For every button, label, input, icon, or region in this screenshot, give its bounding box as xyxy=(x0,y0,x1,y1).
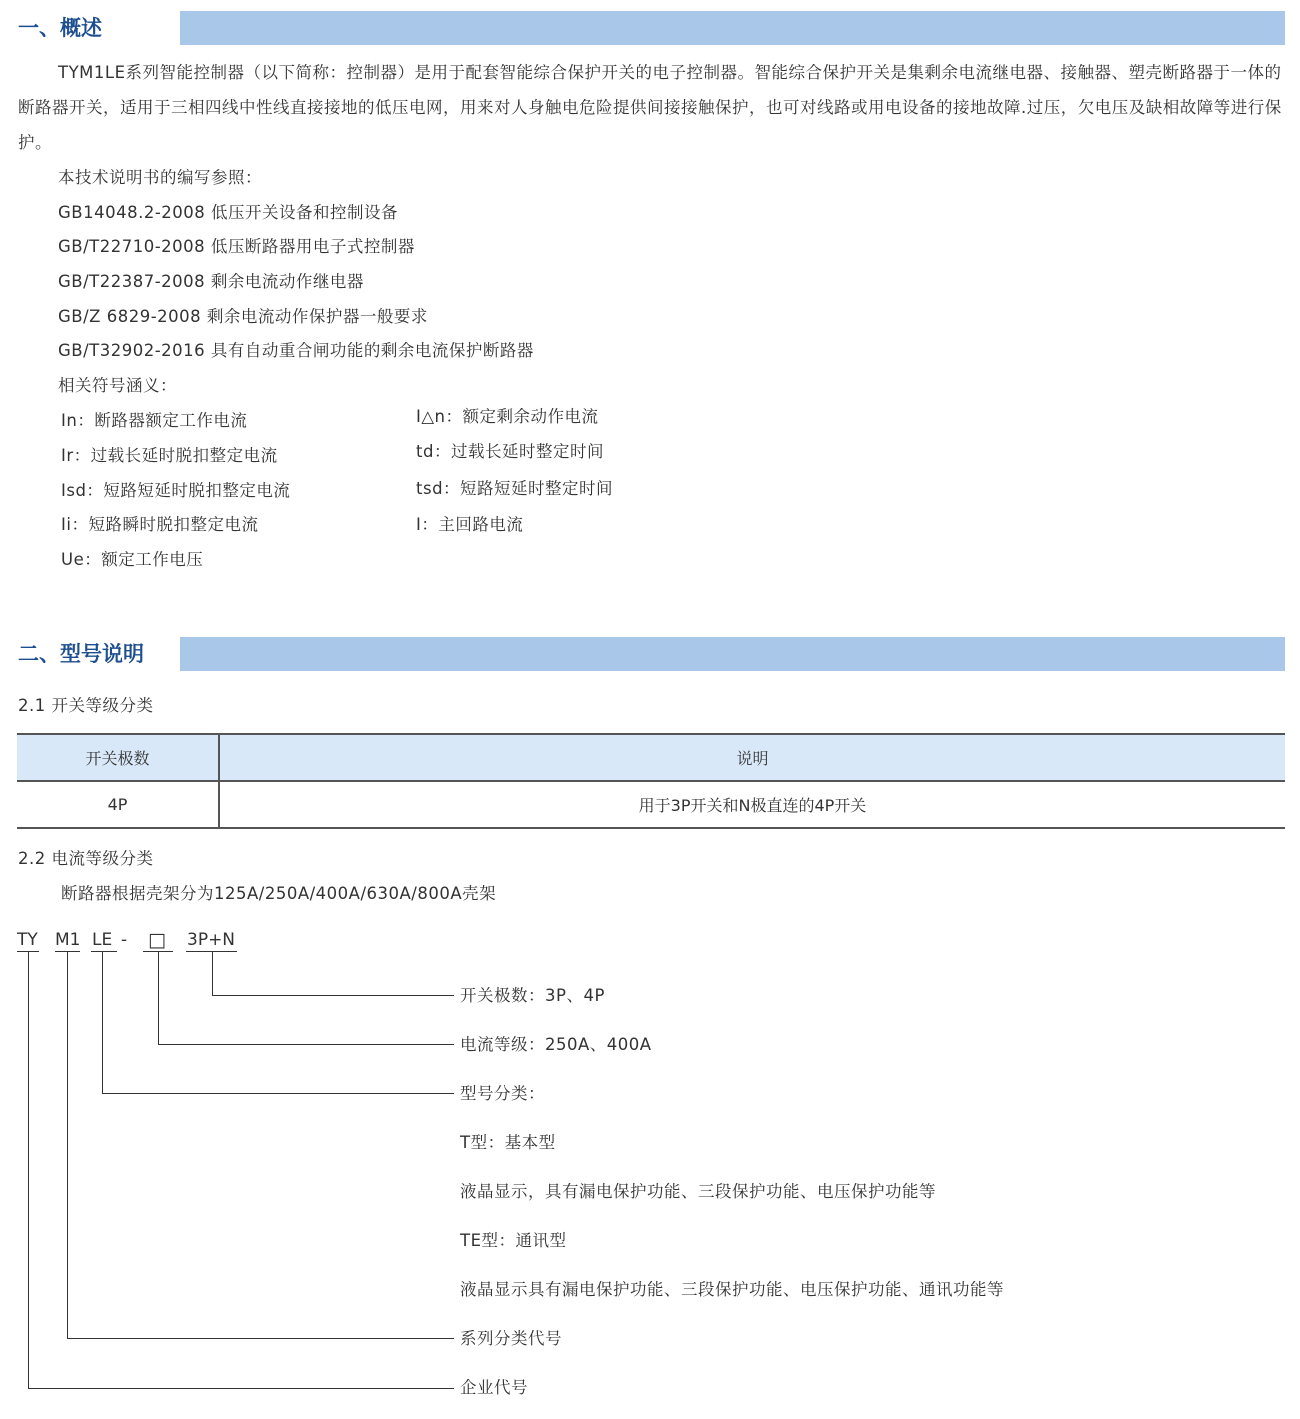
code-label-type-te: TE型：通讯型 xyxy=(460,1231,567,1250)
connector-line xyxy=(212,952,213,995)
connector-line xyxy=(158,952,159,1044)
code-label-type-t: T型：基本型 xyxy=(460,1133,556,1152)
connector-line xyxy=(158,1044,454,1045)
code-part-poles: 3P+N xyxy=(187,930,236,950)
code-label-poles: 开关极数：3P、4P xyxy=(460,986,605,1005)
code-dash: - xyxy=(121,930,128,950)
code-label-series: 系列分类代号 xyxy=(460,1329,562,1348)
ref-item: GB14048.2-2008 低压开关设备和控制设备 xyxy=(58,203,399,222)
ref-item: GB/Z 6829-2008 剩余电流动作保护器一般要求 xyxy=(58,307,428,326)
symbols-heading: 相关符号涵义： xyxy=(58,376,177,395)
table-row xyxy=(17,781,1285,828)
symbol-item: Ii：短路瞬时脱扣整定电流 xyxy=(61,515,259,534)
table-header: 说明 xyxy=(219,734,1285,781)
symbol-item: Ue：额定工作电压 xyxy=(61,550,204,569)
frame-class-text: 断路器根据壳架分为125A/250A/400A/630A/800A壳架 xyxy=(61,884,497,903)
section-2-title: 二、型号说明 xyxy=(18,642,144,666)
symbol-item: I△n：额定剩余动作电流 xyxy=(416,407,599,426)
section-1-header xyxy=(18,11,1285,45)
section-2-header xyxy=(18,637,1285,671)
connector-line xyxy=(67,1338,454,1339)
underline xyxy=(91,951,117,952)
symbol-item: In：断路器额定工作电流 xyxy=(61,411,248,430)
table-header-row xyxy=(17,734,1285,781)
refs-heading: 本技术说明书的编写参照： xyxy=(58,168,262,187)
intro-paragraph xyxy=(18,55,1283,160)
section-2-bar xyxy=(180,637,1285,671)
symbol-item: I：主回路电流 xyxy=(416,515,524,534)
ref-item: GB/T22387-2008 剩余电流动作继电器 xyxy=(58,272,364,291)
table-header: 开关极数 xyxy=(17,734,219,781)
connector-line xyxy=(212,995,454,996)
code-label-company: 企业代号 xyxy=(460,1378,528,1397)
connector-line xyxy=(28,1388,454,1389)
subsection-2-1-title: 2.1 开关等级分类 xyxy=(18,696,154,715)
code-part-type: LE xyxy=(92,930,113,950)
symbol-item: tsd：短路短延时整定时间 xyxy=(416,479,614,498)
code-part-series: M1 xyxy=(55,930,81,950)
code-box-icon: □ xyxy=(148,929,166,951)
section-1-title: 一、概述 xyxy=(18,16,102,40)
code-label-type-t-desc: 液晶显示，具有漏电保护功能、三段保护功能、电压保护功能等 xyxy=(460,1182,936,1201)
table-cell: 用于3P开关和N极直连的4P开关 xyxy=(219,781,1285,828)
connector-line xyxy=(67,952,68,1338)
symbol-item: Isd：短路短延时脱扣整定电流 xyxy=(61,481,291,500)
connector-line xyxy=(28,952,29,1388)
connector-line xyxy=(102,952,103,1093)
section-1-bar xyxy=(180,11,1285,45)
code-label-type: 型号分类： xyxy=(460,1084,545,1103)
code-part-company: TY xyxy=(17,930,38,950)
subsection-2-2-title: 2.2 电流等级分类 xyxy=(18,849,154,868)
code-label-type-te-desc: 液晶显示具有漏电保护功能、三段保护功能、电压保护功能、通讯功能等 xyxy=(460,1280,1004,1299)
symbol-item: td：过载长延时整定时间 xyxy=(416,442,604,461)
ref-item: GB/T32902-2016 具有自动重合闸功能的剩余电流保护断路器 xyxy=(58,341,534,360)
ref-item: GB/T22710-2008 低压断路器用电子式控制器 xyxy=(58,237,415,256)
code-label-current: 电流等级：250A、400A xyxy=(460,1035,652,1054)
pole-table xyxy=(17,733,1285,829)
symbol-item: Ir：过载长延时脱扣整定电流 xyxy=(61,446,278,465)
intro-text: TYM1LE系列智能控制器（以下简称：控制器）是用于配套智能综合保护开关的电子控制器。智能综合保护开关是集剩余电流继电器、接触器、塑壳断路器于一体的断路器开关，适用于三相四线中性线直接接地的低压电网，用来对人身触电危险提供间接接触保护，也可对线路或用电设备的接地故障.过压，欠电压及缺相故障等进行保护。 xyxy=(18,63,1282,152)
table-cell: 4P xyxy=(17,781,219,828)
connector-line xyxy=(102,1093,454,1094)
